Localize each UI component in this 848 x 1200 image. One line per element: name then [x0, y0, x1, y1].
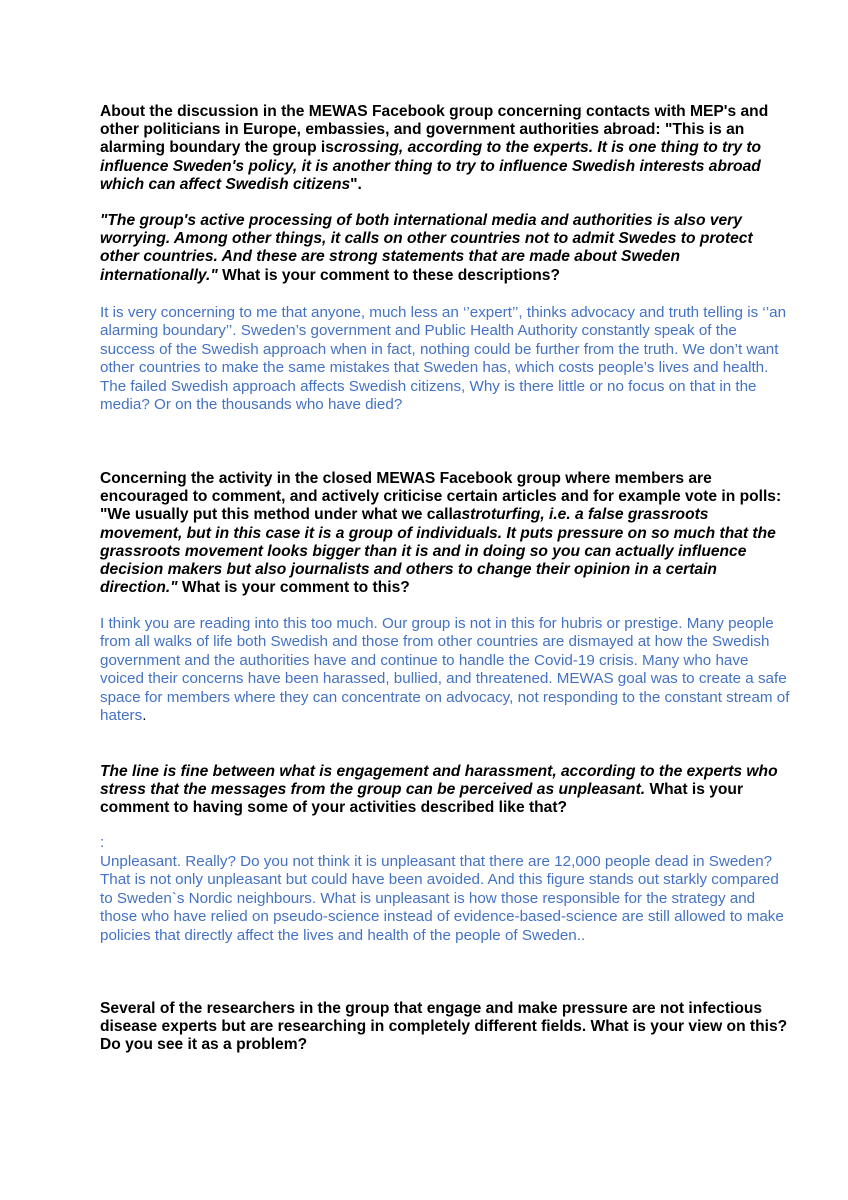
answer-1: It is very concerning to me that anyone, much less an ‘’expert’’, thinks advocacy and truth telling is ‘’an alarming boundary’’. Sweden’s government and Public Health Authority constantly speak of the success of the Swedish approach when in fact, nothing could be further from the truth. We don’t want other countries to make the same mistakes that Sweden has, which costs people’s lives and health. The failed Swedish approach affects Swedish citizens, Why is there little or no focus on that in the media? Or on the thousands who have died?: [100, 304, 787, 414]
question-1: [100, 103, 790, 194]
question-2-text: Concerning the activity in the closed MEWAS Facebook group where members are encouraged to comment, and actively criticise certain articles and for example vote in polls: "We usually put this method under what we call: [100, 470, 782, 524]
answer-3-prefix: :: [100, 834, 105, 851]
answer-2-text: I think you are reading into this too much. Our group is not in this for hubris or prestige. Many people from all walks of life both Swedish and those from other countries are dismayed at how the Swedish government and the authorities have and continue to handle the Covid-19 crisis. Many who have voiced their concerns have been harassed, bullied, and threatened. MEWAS goal was to create a safe space for members where they can concentrate on advocacy, not responding to the constant stream of haters: [100, 615, 790, 725]
question-1-quote: crossing, according to the experts. It is one thing to try to influence Sweden's policy, it is another thing to try to influence Swedish interests abroad which can affect Swedish citizens: [100, 139, 762, 193]
question-1-quote-2: "The group's active processing of both international media and authorities is also very worrying. Among other things, it calls on other countries not to admit Swedes to protect other countries. And these are strong statements that are made about Sweden internationally.": [100, 212, 753, 284]
question-1-ask: What is your comment to these descriptions?: [217, 266, 560, 284]
question-3: [100, 763, 790, 818]
answer-3: Unpleasant. Really? Do you not think it is unpleasant that there are 12,000 people dead in Sweden? That is not only unpleasant but could have been avoided. And this figure stands out starkly compared to Sweden`s Nordic neighbours. What is unpleasant is how those responsible for the strategy and those who have relied on pseudo-science instead of evidence-based-science are still allowed to make policies that directly affect the lives and health of the people of Sweden..: [100, 853, 784, 944]
question-1-text: About the discussion in the MEWAS Facebook group concerning contacts with MEP's and other politicians in Europe, embassies, and government authorities abroad: "This is an alarming boundary the group is: [100, 103, 769, 157]
question-3-ask: What is your comment to having some of your activities described like that?: [100, 781, 744, 817]
question-2-ask: What is your comment to this?: [177, 579, 410, 597]
answer-2-end: .: [142, 707, 147, 725]
question-4: Several of the researchers in the group that engage and make pressure are not infectious disease experts but are researching in completely different fields. What is your view on this? Do you see it as a problem?: [100, 1000, 788, 1054]
question-1-continued: [100, 212, 790, 285]
question-1-end: ".: [350, 175, 362, 193]
question-2-quote: astroturfing, i.e. a false grassroots movement, but in this case it is a group of individuals. It puts pressure on so much that the grassroots movement looks bigger than it is and in doing so you can actually influence decision makers but also journalists and others to change their opinion in a certain direction.": [100, 506, 776, 597]
answer-2: [100, 615, 790, 725]
question-3-quote: The line is fine between what is engagement and harassment, according to the experts who stress that the messages from the group can be perceived as unpleasant.: [100, 763, 778, 799]
question-2: [100, 470, 790, 597]
